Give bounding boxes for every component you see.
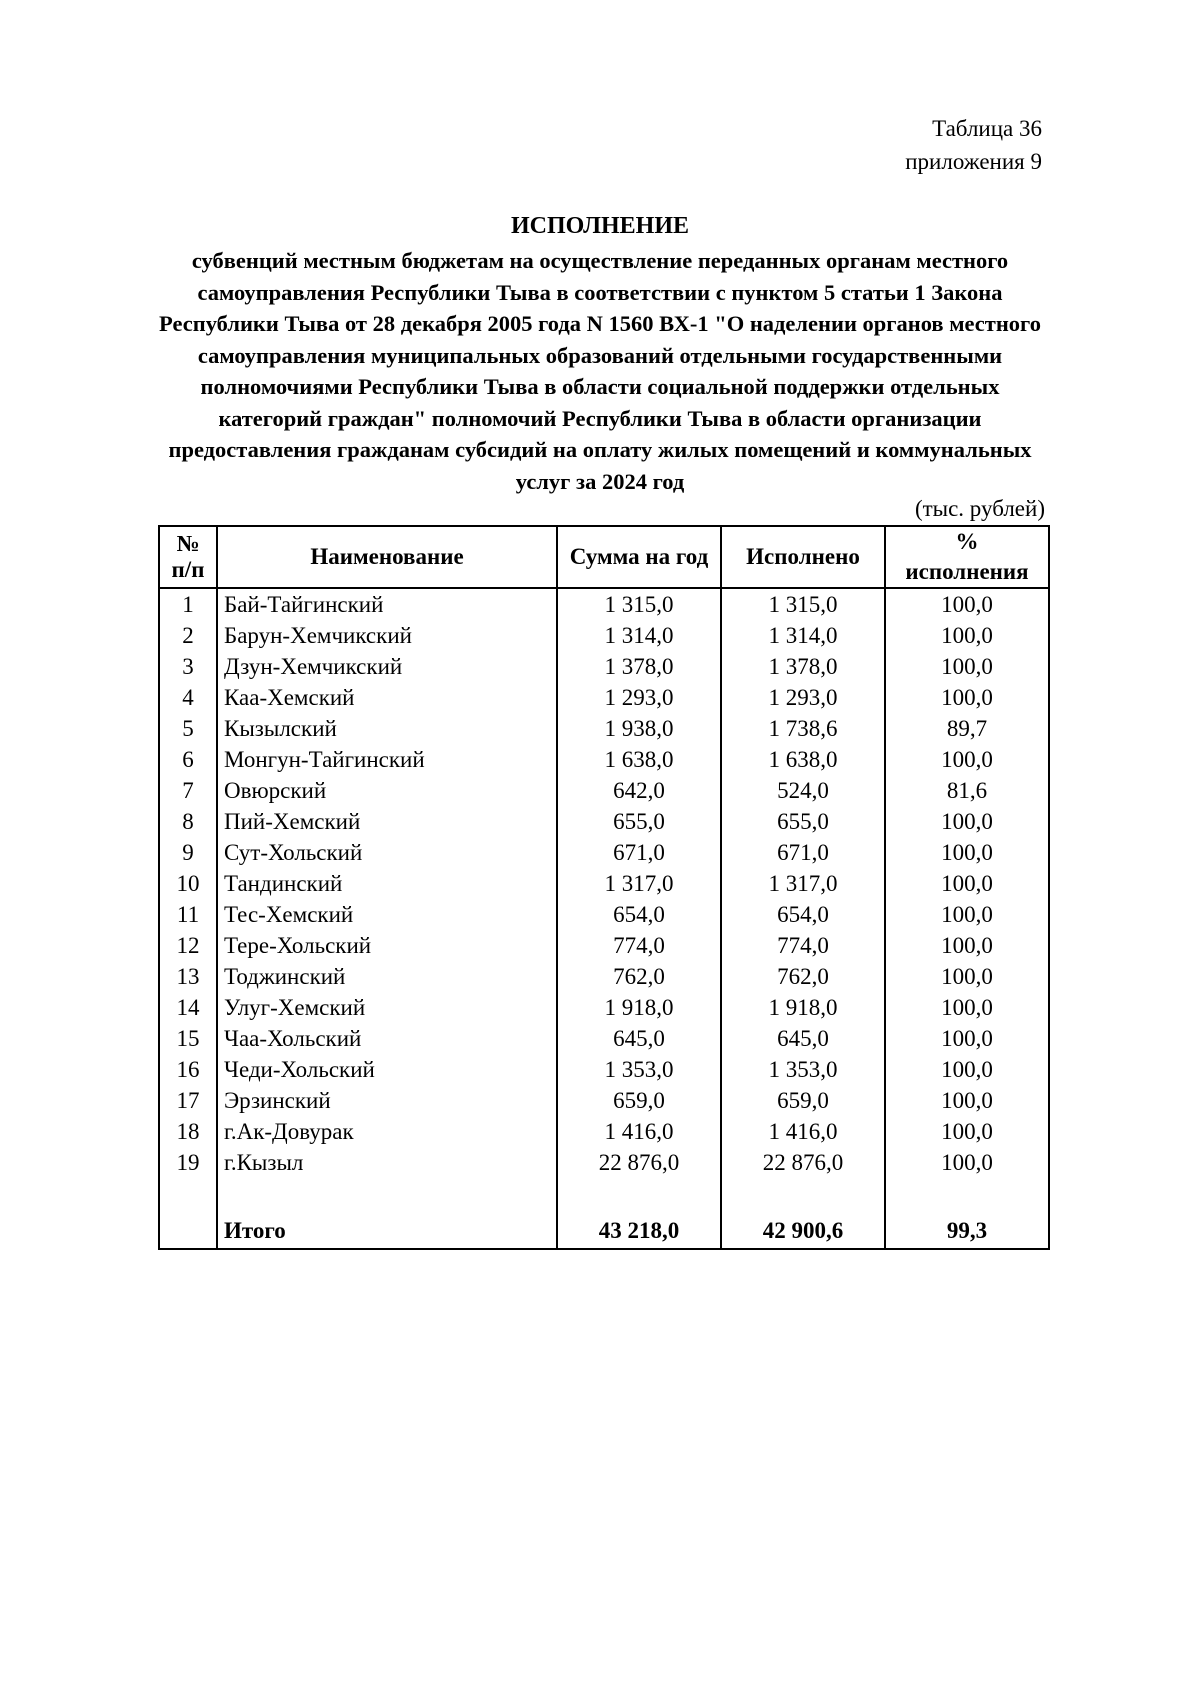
annual-amount: 762,0 bbox=[557, 961, 721, 992]
executed-amount: 1 378,0 bbox=[721, 651, 885, 682]
row-number: 7 bbox=[159, 775, 217, 806]
executed-amount: 1 293,0 bbox=[721, 682, 885, 713]
column-header-executed: Исполнено bbox=[721, 526, 885, 588]
executed-amount: 1 314,0 bbox=[721, 620, 885, 651]
units-label: (тыс. рублей) bbox=[914, 496, 1045, 521]
table-row bbox=[159, 992, 1049, 1023]
district-name: Тере-Хольский bbox=[217, 930, 557, 961]
execution-percent: 100,0 bbox=[885, 961, 1049, 992]
table-row bbox=[159, 1054, 1049, 1085]
district-name: г.Ак-Довурак bbox=[217, 1116, 557, 1147]
table-row bbox=[159, 1147, 1049, 1178]
total-row bbox=[159, 1213, 1049, 1249]
executed-amount: 524,0 bbox=[721, 775, 885, 806]
spacer-cell bbox=[217, 1178, 557, 1213]
execution-percent: 100,0 bbox=[885, 682, 1049, 713]
executed-amount: 1 317,0 bbox=[721, 868, 885, 899]
spacer-cell bbox=[159, 1178, 217, 1213]
executed-amount: 655,0 bbox=[721, 806, 885, 837]
execution-percent: 100,0 bbox=[885, 620, 1049, 651]
district-name: Каа-Хемский bbox=[217, 682, 557, 713]
row-number: 18 bbox=[159, 1116, 217, 1147]
row-number: 10 bbox=[159, 868, 217, 899]
total-annual: 43 218,0 bbox=[557, 1213, 721, 1249]
executed-amount: 1 738,6 bbox=[721, 713, 885, 744]
annual-amount: 659,0 bbox=[557, 1085, 721, 1116]
annual-amount: 774,0 bbox=[557, 930, 721, 961]
table-row bbox=[159, 713, 1049, 744]
execution-percent: 100,0 bbox=[885, 806, 1049, 837]
row-number: 16 bbox=[159, 1054, 217, 1085]
column-header-name: Наименование bbox=[217, 526, 557, 588]
row-number: 13 bbox=[159, 961, 217, 992]
annual-amount: 1 938,0 bbox=[557, 713, 721, 744]
document-subtitle: субвенций местным бюджетам на осуществление переданных органам местного самоуправления Республики Тыва в соответствии с пунктом 5 статьи 1 Закона Республики Тыва от 28 декабря 2005 года N 1560 ВХ-1 "О наделении органов местного самоуправления муниципальных образований отдельными государственными полномочиями Республики Тыва в области социальной поддержки отдельных категорий граждан" полномочий Республики Тыва в области организации предоставления гражданам субсидий на оплату жилых помещений и коммунальных услуг за 2024 год bbox=[159, 248, 1041, 494]
district-name: Барун-Хемчикский bbox=[217, 620, 557, 651]
table-row bbox=[159, 682, 1049, 713]
number-sign: № bbox=[176, 531, 200, 556]
executed-amount: 22 876,0 bbox=[721, 1147, 885, 1178]
execution-percent: 100,0 bbox=[885, 1116, 1049, 1147]
district-name: Пий-Хемский bbox=[217, 806, 557, 837]
column-header-percent bbox=[885, 526, 1049, 588]
row-number: 12 bbox=[159, 930, 217, 961]
total-label: Итого bbox=[217, 1213, 557, 1249]
district-name: Тандинский bbox=[217, 868, 557, 899]
executed-amount: 654,0 bbox=[721, 899, 885, 930]
execution-percent: 100,0 bbox=[885, 992, 1049, 1023]
execution-percent: 100,0 bbox=[885, 868, 1049, 899]
row-number: 8 bbox=[159, 806, 217, 837]
row-number: 19 bbox=[159, 1147, 217, 1178]
document-title: ИСПОЛНЕНИЕ bbox=[510, 213, 690, 239]
table-row bbox=[159, 588, 1049, 620]
row-number: 4 bbox=[159, 682, 217, 713]
district-name: Монгун-Тайгинский bbox=[217, 744, 557, 775]
table-row bbox=[159, 806, 1049, 837]
percent-sign: % bbox=[955, 529, 979, 554]
executed-amount: 645,0 bbox=[721, 1023, 885, 1054]
table-row bbox=[159, 961, 1049, 992]
row-number: 14 bbox=[159, 992, 217, 1023]
annual-amount: 1 293,0 bbox=[557, 682, 721, 713]
district-name: Тоджинский bbox=[217, 961, 557, 992]
execution-percent: 100,0 bbox=[885, 1147, 1049, 1178]
district-name: Чаа-Хольский bbox=[217, 1023, 557, 1054]
table-row bbox=[159, 868, 1049, 899]
executed-amount: 762,0 bbox=[721, 961, 885, 992]
row-number: 2 bbox=[159, 620, 217, 651]
execution-percent: 100,0 bbox=[885, 837, 1049, 868]
executed-amount: 1 315,0 bbox=[721, 588, 885, 620]
district-name: Овюрский bbox=[217, 775, 557, 806]
execution-percent: 89,7 bbox=[885, 713, 1049, 744]
table-row bbox=[159, 1023, 1049, 1054]
row-number: 5 bbox=[159, 713, 217, 744]
district-name: Дзун-Хемчикский bbox=[217, 651, 557, 682]
spacer-cell bbox=[557, 1178, 721, 1213]
district-name: Бай-Тайгинский bbox=[217, 588, 557, 620]
total-percent: 99,3 bbox=[885, 1213, 1049, 1249]
execution-percent: 100,0 bbox=[885, 651, 1049, 682]
row-number: 11 bbox=[159, 899, 217, 930]
annual-amount: 22 876,0 bbox=[557, 1147, 721, 1178]
execution-percent: 100,0 bbox=[885, 588, 1049, 620]
execution-percent: 81,6 bbox=[885, 775, 1049, 806]
annual-amount: 1 918,0 bbox=[557, 992, 721, 1023]
table-row bbox=[159, 620, 1049, 651]
spacer-row bbox=[159, 1178, 1049, 1213]
annual-amount: 645,0 bbox=[557, 1023, 721, 1054]
table-row bbox=[159, 1085, 1049, 1116]
executed-amount: 774,0 bbox=[721, 930, 885, 961]
total-number-cell bbox=[159, 1213, 217, 1249]
annual-amount: 1 378,0 bbox=[557, 651, 721, 682]
row-number: 17 bbox=[159, 1085, 217, 1116]
table-row bbox=[159, 651, 1049, 682]
spacer-cell bbox=[885, 1178, 1049, 1213]
row-number: 15 bbox=[159, 1023, 217, 1054]
execution-percent: 100,0 bbox=[885, 930, 1049, 961]
table-row bbox=[159, 744, 1049, 775]
column-header-annual: Сумма на год bbox=[557, 526, 721, 588]
table-number: Таблица 36 bbox=[932, 116, 1042, 141]
executed-amount: 1 638,0 bbox=[721, 744, 885, 775]
annual-amount: 671,0 bbox=[557, 837, 721, 868]
percent-label: исполнения bbox=[905, 559, 1029, 584]
annual-amount: 642,0 bbox=[557, 775, 721, 806]
executed-amount: 671,0 bbox=[721, 837, 885, 868]
executed-amount: 1 918,0 bbox=[721, 992, 885, 1023]
execution-percent: 100,0 bbox=[885, 744, 1049, 775]
row-number: 6 bbox=[159, 744, 217, 775]
district-name: Кызылский bbox=[217, 713, 557, 744]
district-name: Тес-Хемский bbox=[217, 899, 557, 930]
table-header-row bbox=[159, 526, 1049, 588]
execution-percent: 100,0 bbox=[885, 1023, 1049, 1054]
annual-amount: 1 314,0 bbox=[557, 620, 721, 651]
annual-amount: 654,0 bbox=[557, 899, 721, 930]
executed-amount: 659,0 bbox=[721, 1085, 885, 1116]
appendix-reference: приложения 9 bbox=[905, 149, 1042, 174]
number-abbrev: п/п bbox=[171, 557, 205, 582]
annual-amount: 1 315,0 bbox=[557, 588, 721, 620]
annual-amount: 1 353,0 bbox=[557, 1054, 721, 1085]
district-name: Сут-Хольский bbox=[217, 837, 557, 868]
annual-amount: 655,0 bbox=[557, 806, 721, 837]
annual-amount: 1 638,0 bbox=[557, 744, 721, 775]
annual-amount: 1 317,0 bbox=[557, 868, 721, 899]
row-number: 3 bbox=[159, 651, 217, 682]
total-executed: 42 900,6 bbox=[721, 1213, 885, 1249]
execution-percent: 100,0 bbox=[885, 1085, 1049, 1116]
execution-percent: 100,0 bbox=[885, 899, 1049, 930]
row-number: 9 bbox=[159, 837, 217, 868]
district-name: Улуг-Хемский bbox=[217, 992, 557, 1023]
executed-amount: 1 416,0 bbox=[721, 1116, 885, 1147]
spacer-cell bbox=[721, 1178, 885, 1213]
table-row bbox=[159, 930, 1049, 961]
table-body bbox=[159, 588, 1049, 1249]
executed-amount: 1 353,0 bbox=[721, 1054, 885, 1085]
district-name: Эрзинский bbox=[217, 1085, 557, 1116]
execution-percent: 100,0 bbox=[885, 1054, 1049, 1085]
row-number: 1 bbox=[159, 588, 217, 620]
execution-table bbox=[158, 525, 1050, 1250]
table-row bbox=[159, 899, 1049, 930]
table-row bbox=[159, 837, 1049, 868]
annual-amount: 1 416,0 bbox=[557, 1116, 721, 1147]
table-row bbox=[159, 1116, 1049, 1147]
district-name: г.Кызыл bbox=[217, 1147, 557, 1178]
table-reference bbox=[905, 112, 1042, 178]
table-row bbox=[159, 775, 1049, 806]
district-name: Чеди-Хольский bbox=[217, 1054, 557, 1085]
column-header-number bbox=[159, 526, 217, 588]
